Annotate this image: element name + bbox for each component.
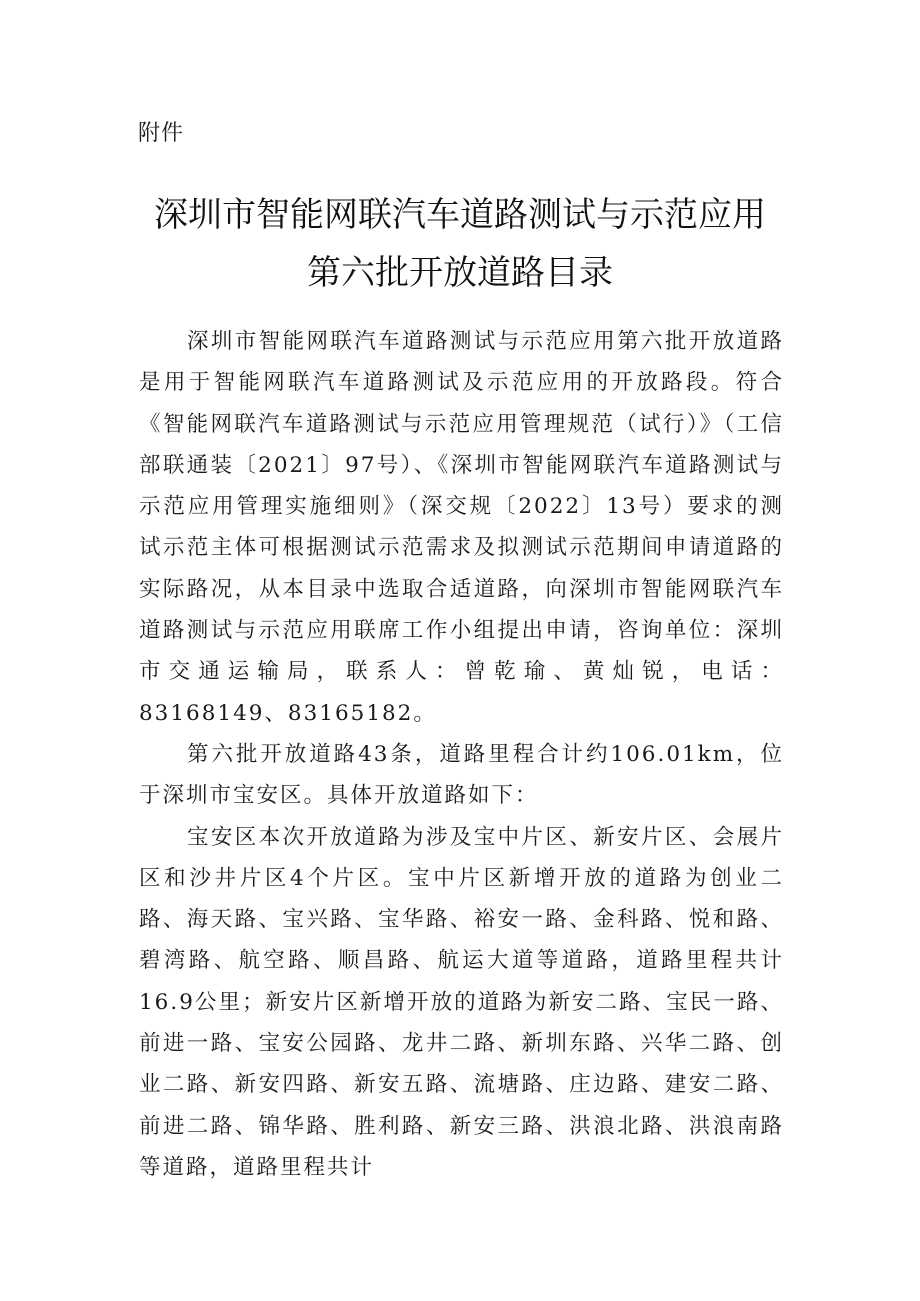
- paragraph-summary: 第六批开放道路43条，道路里程合计约106.01km，位于深圳市宝安区。具体开放道路如下：: [139, 741, 784, 809]
- document-body: [139, 321, 784, 1188]
- document-title: [0, 186, 920, 302]
- paragraph-details: 宝安区本次开放道路为涉及宝中片区、新安片区、会展片区和沙井片区4个片区。宝中片区新增开放的道路为创业二路、海天路、宝兴路、宝华路、裕安一路、金科路、悦和路、碧湾路、航空路、顺昌路、航运大道等道路，道路里程共计16.9公里；新安片区新增开放的道路为新安二路、宝民一路、前进一路、宝安公园路、龙井二路、新圳东路、兴华二路、创业二路、新安四路、新安五路、流塘路、庄边路、建安二路、前进二路、锦华路、胜利路、新安三路、洪浪北路、洪浪南路等道路，道路里程共计: [139, 824, 784, 1180]
- attachment-label: 附件: [138, 121, 185, 146]
- title-line-1: 深圳市智能网联汽车道路测试与示范应用: [154, 195, 766, 235]
- title-line-2: 第六批开放道路目录: [307, 253, 613, 293]
- paragraph-intro: 深圳市智能网联汽车道路测试与示范应用第六批开放道路是用于智能网联汽车道路测试及示范应用的开放路段。符合《智能网联汽车道路测试与示范应用管理规范（试行）》（工信部联通装〔2021〕97号）、《深圳市智能网联汽车道路测试与示范应用管理实施细则》（深交规〔2022〕13号）要求的测试示范主体可根据测试示范需求及拟测试示范期间申请道路的实际路况，从本目录中选取合适道路，向深圳市智能网联汽车道路测试与示范应用联席工作小组提出申请，咨询单位：深圳市交通运输局，联系人：曾乾瑜、黄灿锐，电话：83168149、83165182。: [139, 329, 784, 726]
